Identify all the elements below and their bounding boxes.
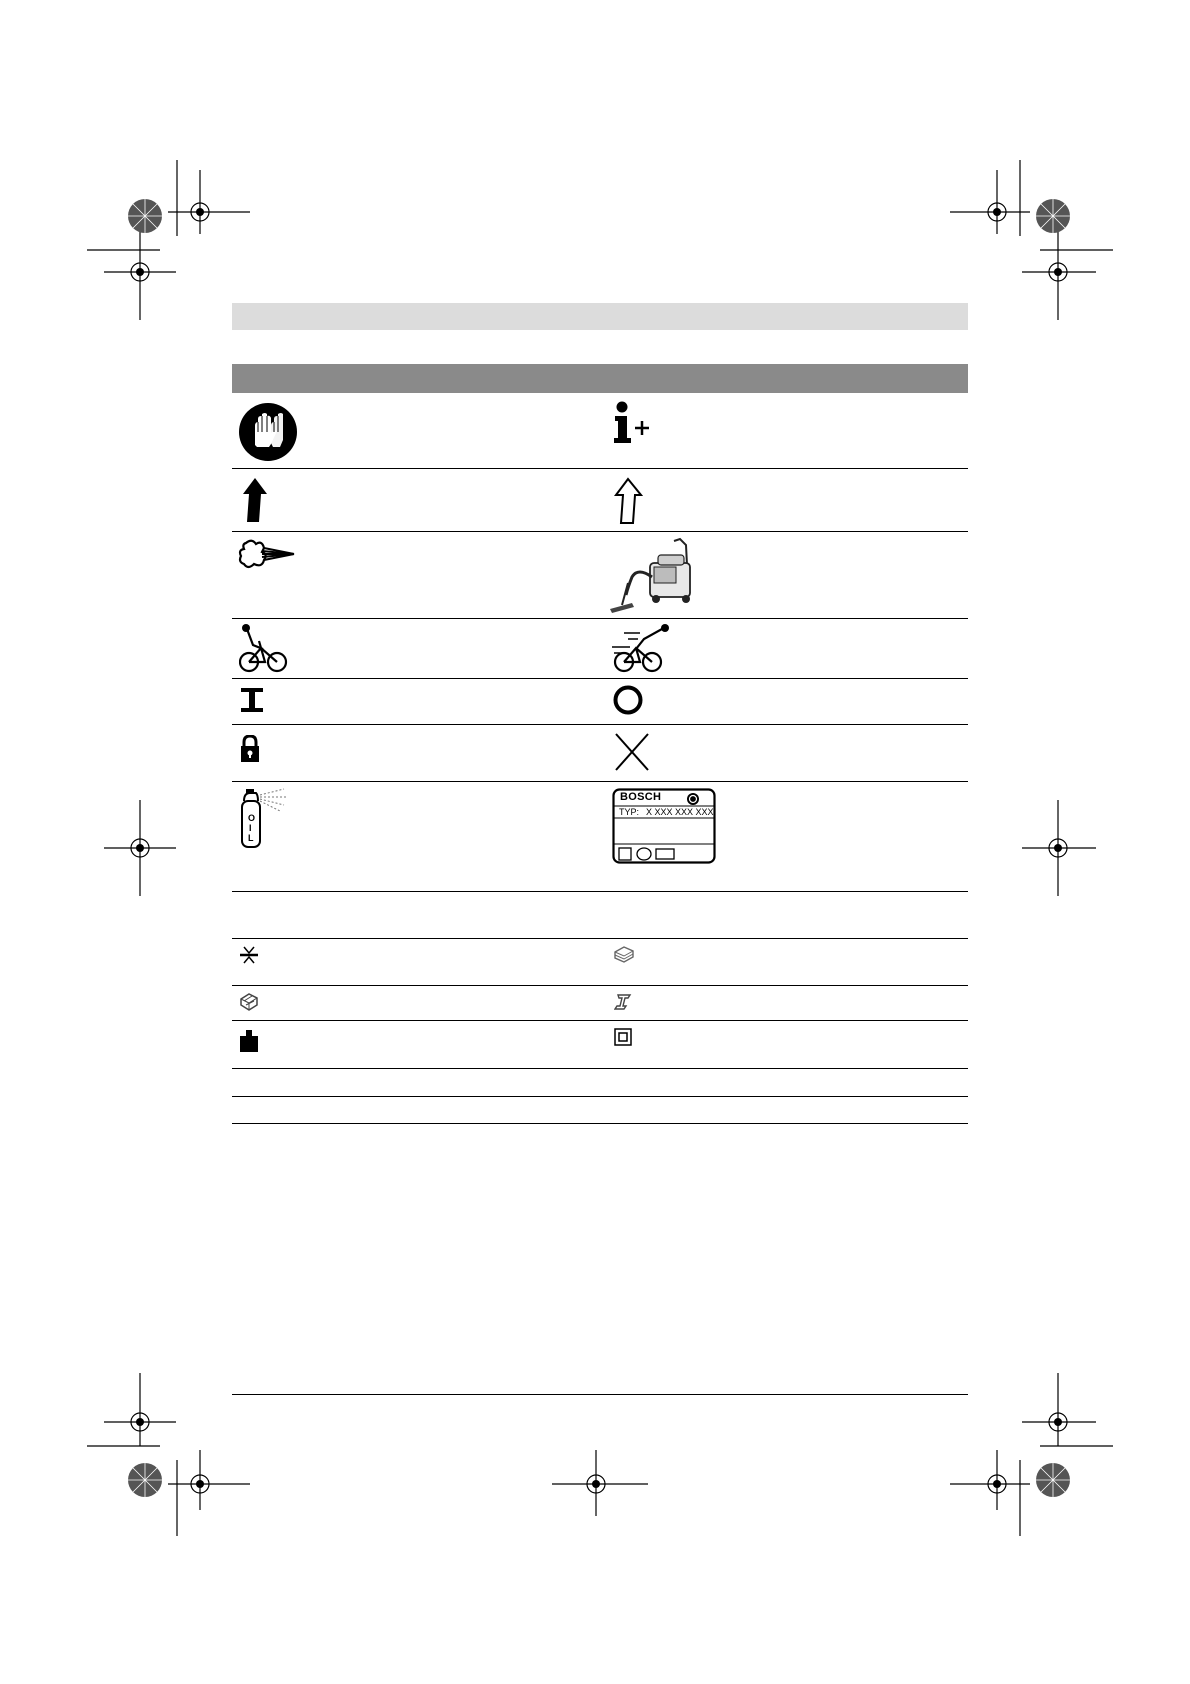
outline-arrow-up-icon — [613, 477, 645, 525]
filled-arrow-up-icon — [241, 476, 271, 524]
page-header-band — [232, 303, 968, 330]
on-i-icon — [241, 688, 263, 712]
dust-blowing-icon — [238, 538, 296, 572]
fine-cut-icon — [240, 946, 258, 964]
vacuum-cleaner-icon — [608, 537, 700, 613]
off-o-icon — [613, 685, 643, 715]
fast-cyclist-icon — [610, 623, 670, 673]
type-plate-type-value: X XXX XXX XXX — [646, 807, 714, 817]
cross-icon — [614, 732, 650, 772]
row-divider — [232, 1096, 968, 1097]
svg-text:I: I — [249, 823, 252, 833]
row-divider — [232, 891, 968, 892]
type-plate-colon — [618, 806, 621, 816]
symbols-table-header — [232, 364, 968, 393]
row-divider — [232, 1020, 968, 1021]
protection-class-ii-icon — [614, 1028, 632, 1046]
row-divider — [232, 1068, 968, 1069]
footer-rule — [232, 1394, 968, 1395]
row-divider — [232, 985, 968, 986]
row-divider — [232, 1123, 968, 1124]
metal-profile-icon — [614, 993, 634, 1011]
row-divider — [232, 938, 968, 939]
slow-cyclist-icon — [239, 623, 289, 673]
row-divider — [232, 781, 968, 782]
row-divider — [232, 678, 968, 679]
wear-gloves-icon — [238, 402, 298, 462]
oil-spray-can-icon — [238, 787, 288, 849]
row-divider — [232, 618, 968, 619]
type-plate-icon — [612, 788, 716, 864]
weight-icon — [240, 1030, 258, 1052]
padlock-icon — [240, 735, 260, 763]
svg-text:O: O — [248, 813, 256, 823]
svg-text:L: L — [248, 833, 254, 843]
info-plus-icon — [613, 401, 653, 445]
type-plate-type-label: TYP: — [619, 807, 640, 817]
wood-material-icon — [239, 993, 259, 1011]
type-plate-brand: BOSCH — [620, 791, 662, 803]
row-divider — [232, 468, 968, 469]
row-divider — [232, 531, 968, 532]
laminate-icon — [613, 946, 635, 964]
row-divider — [232, 724, 968, 725]
